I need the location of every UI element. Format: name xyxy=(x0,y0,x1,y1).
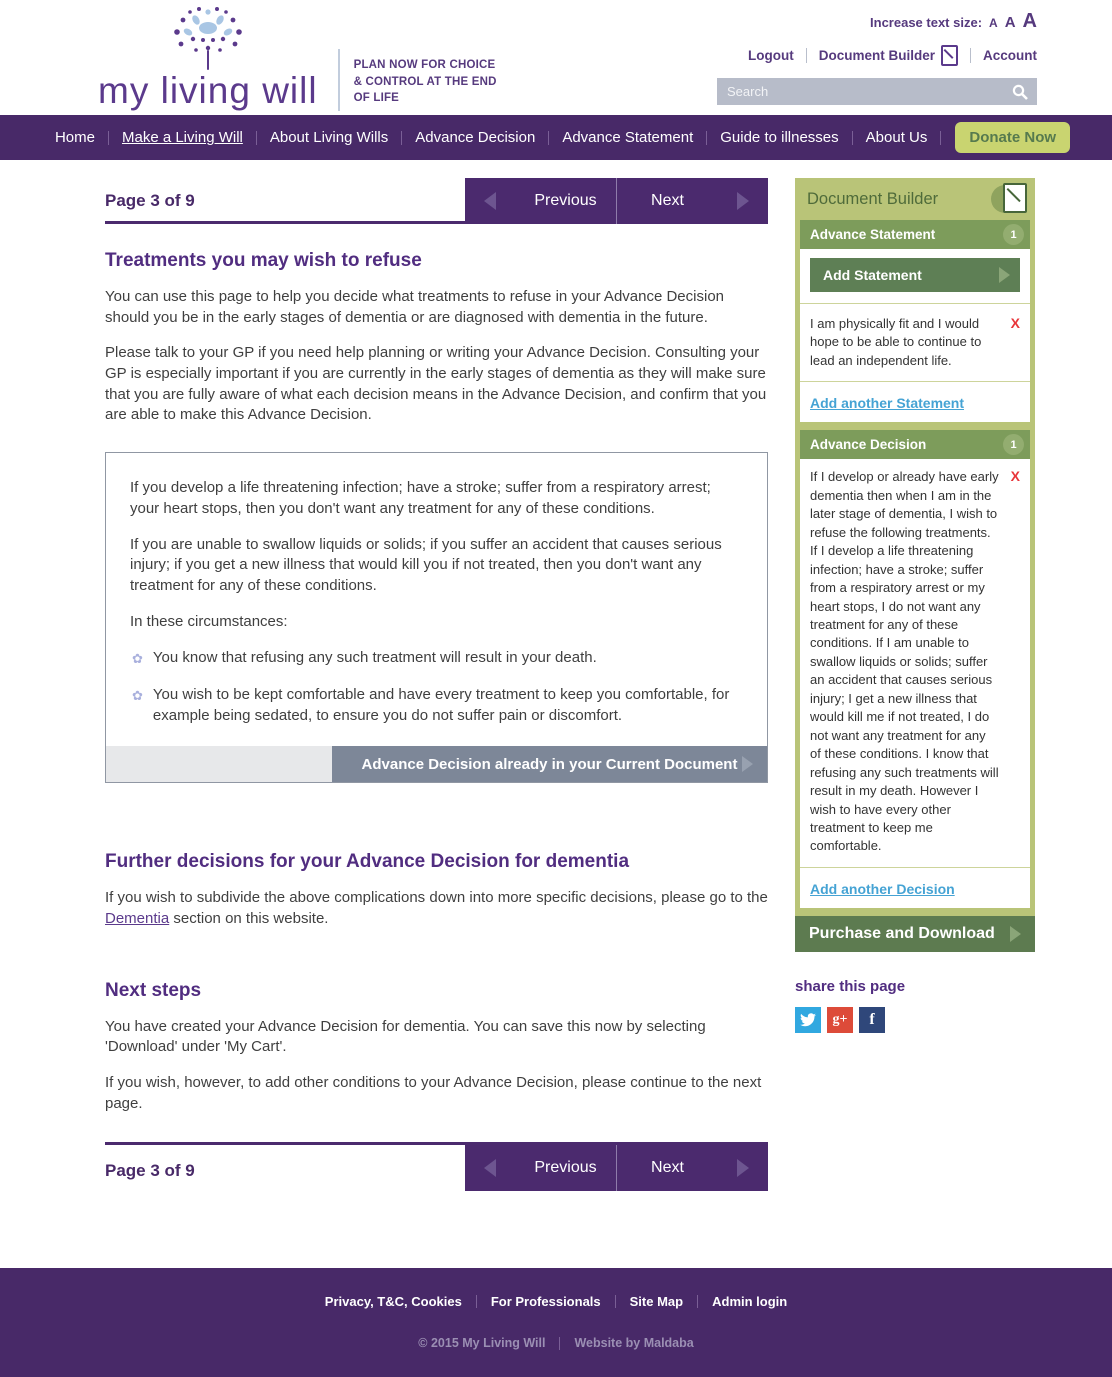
facebook-share-button[interactable] xyxy=(859,1007,885,1033)
text-size-medium-button[interactable]: A xyxy=(1004,14,1016,31)
search-input[interactable] xyxy=(717,84,1003,99)
text-size-label: Increase text size: xyxy=(870,15,983,30)
chevron-right-icon xyxy=(742,756,753,772)
chevron-right-icon xyxy=(1010,926,1021,942)
previous-arrow-button[interactable] xyxy=(465,192,515,210)
box-paragraph: In these circumstances: xyxy=(130,612,288,630)
pagination-top xyxy=(105,178,768,224)
advance-statement-section xyxy=(800,220,1030,422)
share-this-page-label: share this page xyxy=(795,977,906,995)
google-plus-icon: g+ xyxy=(832,1011,848,1027)
account-link[interactable]: Account xyxy=(983,48,1037,63)
footer-separator xyxy=(559,1337,560,1350)
page-title: Treatments you may wish to refuse xyxy=(105,250,422,271)
page-indicator: Page 3 of 9 xyxy=(105,1161,195,1181)
chevron-right-icon xyxy=(737,1159,749,1177)
dementia-link[interactable]: Dementia xyxy=(105,910,170,927)
remove-decision-button[interactable]: X xyxy=(1010,468,1020,485)
list-item: ✿ You wish to be kept comfortable and have every treatment to keep you comfortable, for example being sedated, to ensure you do not suffer pain or discomfort. xyxy=(130,685,743,726)
nav-separator xyxy=(940,131,941,145)
donate-now-button[interactable]: Donate Now xyxy=(955,122,1070,153)
footer-link-privacy[interactable]: Privacy, T&C, Cookies xyxy=(324,1294,462,1309)
quicklink-separator xyxy=(970,48,971,63)
flower-bullet-icon: ✿ xyxy=(132,651,143,667)
footer-link-sitemap[interactable]: Site Map xyxy=(629,1294,684,1309)
previous-button[interactable]: Previous xyxy=(534,1159,597,1177)
previous-button[interactable]: Previous xyxy=(534,192,597,209)
nav-item-advance-decision[interactable]: Advance Decision xyxy=(415,129,536,146)
advance-statement-section-title: Advance Statement xyxy=(810,227,936,242)
google-plus-share-button[interactable] xyxy=(827,1007,853,1033)
intro-paragraph: You can use this page to help you decide what treatments to refuse in your Advance Decision should you be in the early stages of dementia or are diagnosed with dementia in the future. xyxy=(105,288,724,326)
search-button[interactable] xyxy=(1003,78,1037,105)
chevron-left-icon xyxy=(484,1159,496,1177)
nav-item-about-living-wills[interactable]: About Living Wills xyxy=(269,129,389,146)
footer-separator xyxy=(615,1295,616,1308)
site-logo[interactable] xyxy=(98,6,318,121)
flower-bullet-icon: ✿ xyxy=(132,687,143,703)
further-decisions-title: Further decisions for your Advance Decision for dementia xyxy=(105,851,630,873)
bar-label: Advance Decision already in your Current Document xyxy=(361,755,738,773)
nav-item-about-us[interactable]: About Us xyxy=(865,129,928,146)
footer-link-admin-login[interactable]: Admin login xyxy=(712,1294,788,1309)
document-builder-widget xyxy=(795,178,1035,952)
text-size-large-button[interactable]: A xyxy=(1022,10,1037,32)
remove-statement-button[interactable]: X xyxy=(1010,315,1020,331)
treatment-summary-box xyxy=(105,452,768,783)
nav-item-guide-to-illnesses[interactable]: Guide to illnesses xyxy=(720,129,839,146)
box-paragraph: If you are unable to swallow liquids or solids; if you suffer an accident that causes serious injury; if you get a new illness that would kill you if not treated, then you don't want any treatment for any of these conditions. xyxy=(130,535,722,594)
next-steps-paragraph: If you wish, however, to add other conditions to your Advance Decision, please continue to the next page. xyxy=(105,1074,762,1112)
main-content xyxy=(105,178,768,1188)
document-builder-icon[interactable] xyxy=(991,183,1027,215)
box-paragraph: If you develop a life threatening infection; have a stroke; suffer from a respiratory arrest; your heart stops, then you don't want any treatment for any of these conditions. xyxy=(130,479,711,517)
main-navigation xyxy=(0,115,1112,160)
facebook-icon: f xyxy=(869,1010,875,1028)
pagination-bottom xyxy=(105,1142,768,1188)
next-button[interactable]: Next xyxy=(651,192,684,209)
dandelion-logo-icon xyxy=(163,6,253,72)
decision-count-badge: 1 xyxy=(1003,434,1024,455)
footer-separator xyxy=(476,1295,477,1308)
nav-item-home[interactable]: Home xyxy=(54,129,95,146)
page-indicator: Page 3 of 9 xyxy=(105,191,195,210)
add-another-statement-link[interactable]: Add another Statement xyxy=(810,395,965,412)
logo-text: my living will xyxy=(98,70,318,111)
further-decisions-paragraph: If you wish to subdivide the above complications down into more specific decisions, please go to the Dementia section on this website. xyxy=(105,889,768,927)
bar-left-segment xyxy=(106,746,332,782)
list-item: ✿ You know that refusing any such treatment will result in your death. xyxy=(130,648,743,669)
statement-item: I am physically fit and I would hope to be able to continue to lead an independent life. X xyxy=(810,315,1020,368)
site-header xyxy=(0,0,1112,115)
search-box xyxy=(717,78,1037,105)
twitter-share-button[interactable] xyxy=(795,1007,821,1033)
document-builder-title: Document Builder xyxy=(807,189,939,208)
nav-item-advance-statement[interactable]: Advance Statement xyxy=(562,129,694,146)
decision-item: If I develop or already have early dementia then when I am in the later stage of dementia, I wish to refuse the following treatments. If I develop a life threatening infection; have a stroke; suffer from a respiratory arrest or my heart stops, I do not want any treatment for any of these conditions. If I am unable to swallow liquids or solids; suffer an accident that causes serious injury; I get a new illness that would kill me if not treated, I do not want any treatment for any of these conditions. I know that refusing any such treatments will result in my death. However I wish to have every other treatment to keep me comfortable. X xyxy=(810,468,1020,854)
add-another-decision-link[interactable]: Add another Decision xyxy=(810,880,955,897)
website-credit: Website by Maldaba xyxy=(574,1336,694,1350)
next-button[interactable]: Next xyxy=(651,1159,684,1177)
advance-decision-section xyxy=(800,430,1030,908)
next-arrow-button[interactable] xyxy=(718,192,768,210)
intro-paragraph: Please talk to your GP if you need help planning or writing your Advance Decision. Consulting your GP is especially important if you are currently in the early stages of dementia as they will make sure that you are fully aware of what each decision means in the Advance Decision, and confirm that you are able to make this Advance Decision. xyxy=(105,344,767,424)
document-builder-link[interactable]: Document Builder xyxy=(819,45,958,66)
chevron-right-icon xyxy=(999,267,1010,283)
next-steps-paragraph: You have created your Advance Decision for dementia. You can save this now by selecting 'Download' under 'My Cart'. xyxy=(105,1017,706,1056)
next-steps-title: Next steps xyxy=(105,979,202,1001)
search-icon xyxy=(1012,84,1028,100)
twitter-icon xyxy=(800,1013,816,1027)
site-footer xyxy=(0,1268,1112,1377)
chevron-right-icon xyxy=(737,192,749,210)
panel-divider xyxy=(800,381,1030,382)
previous-arrow-button[interactable] xyxy=(465,1159,515,1177)
panel-divider xyxy=(800,303,1030,304)
footer-link-professionals[interactable]: For Professionals xyxy=(490,1294,601,1309)
copyright-text: © 2015 My Living Will xyxy=(418,1336,546,1350)
text-size-small-button[interactable]: A xyxy=(989,16,998,30)
text-size-control xyxy=(617,10,1037,33)
logout-link[interactable]: Logout xyxy=(748,48,794,63)
purchase-and-download-button[interactable]: Purchase and Download xyxy=(795,916,1035,952)
document-icon xyxy=(941,45,958,66)
logo-tagline-divider xyxy=(338,49,340,111)
footer-separator xyxy=(697,1295,698,1308)
advance-decision-in-document-bar[interactable] xyxy=(106,746,767,782)
panel-divider xyxy=(800,867,1030,868)
add-statement-button[interactable]: Add Statement xyxy=(810,258,1020,292)
chevron-left-icon xyxy=(484,192,496,210)
quicklink-separator xyxy=(806,48,807,63)
advance-decision-section-title: Advance Decision xyxy=(810,437,927,453)
next-arrow-button[interactable] xyxy=(718,1159,768,1177)
logo-tagline: PLAN NOW FOR CHOICE & CONTROL AT THE END OF LIFE xyxy=(353,58,497,105)
statement-count-badge: 1 xyxy=(1003,224,1024,245)
nav-item-make-a-living-will[interactable]: Make a Living Will xyxy=(121,129,243,146)
